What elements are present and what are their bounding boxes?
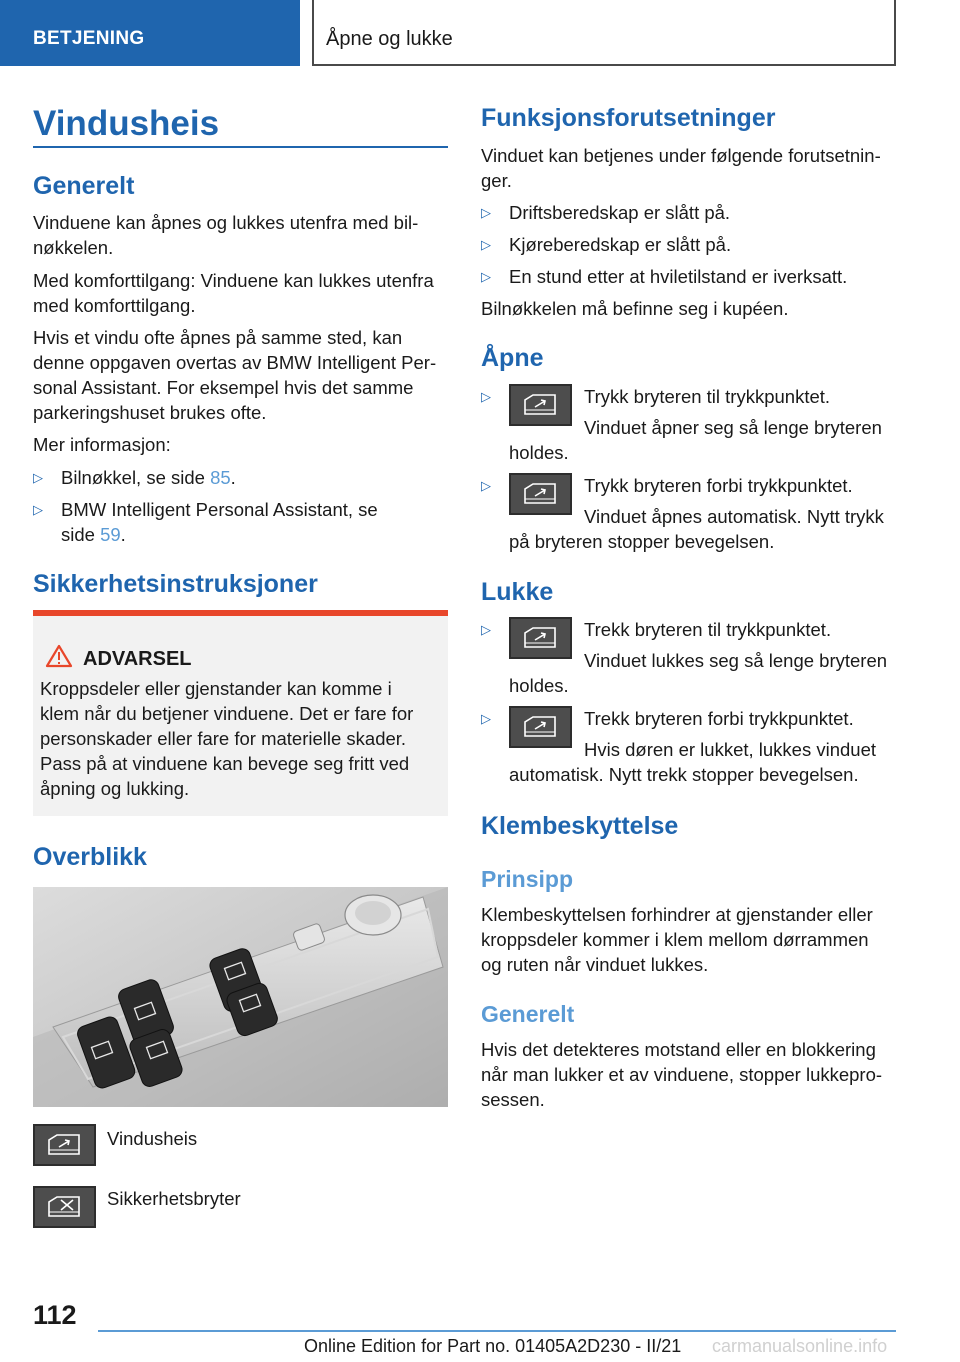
legend-sikkerhetsbryter: Sikkerhetsbryter [107,1188,241,1209]
generelt-p1a: Vinduene kan åpnes og lukkes utenfra med bil- [33,212,419,233]
section-tab [0,0,300,66]
switch-close-auto-icon [509,706,572,748]
close-i1b: Vinduet lukkes seg så lenge bryteren [584,650,888,671]
close-i2c: automatisk. Nytt trekk stopper bevegelsen. [509,764,859,785]
bullet-period: . [120,524,126,545]
triangle-bullet-icon: ▷ [481,389,491,404]
heading-pinch: Klembeskyttelse [481,812,679,840]
bullet-period: . [230,467,236,488]
section-label: BETJENING [33,28,145,49]
chapter-box [312,0,896,66]
pinch-p2b: når man lukker et av vinduene, stopper lukkepro- [481,1064,883,1085]
pinch-p2a: Hvis det detekteres motstand eller en blokkering [481,1039,876,1060]
subheading-generelt: Generelt [481,1001,575,1027]
edition-text: Online Edition for Part no. 01405A2D230 - II/21 [304,1336,682,1356]
bullet-text: side [61,524,101,545]
page-link[interactable]: 85 [210,467,231,488]
func-p1a: Vinduet kan betjenes under følgende forutsetnin- [481,145,881,166]
chapter-label: Åpne og lukke [326,28,453,50]
page-number: 112 [33,1300,77,1330]
triangle-bullet-icon: ▷ [481,622,491,637]
generelt-p2a: Med komforttilgang: Vinduene kan lukkes utenfra [33,270,434,291]
generelt-p2b: med komforttilgang. [33,295,196,316]
warning-triangle-icon [45,644,73,674]
footer-divider [98,1330,896,1332]
heading-safety: Sikkerhetsinstruksjoner [33,570,318,598]
pinch-p2c: sessen. [481,1089,545,1110]
warning-header [45,644,192,674]
window-switch-icon [33,1124,96,1166]
open-i2a: Trykk bryteren forbi trykkpunktet. [584,475,853,496]
page-link[interactable]: 59 [100,524,121,545]
switch-close-icon [509,617,572,659]
window-switch-photo [33,887,448,1107]
triangle-bullet-icon: ▷ [481,711,491,726]
more-info: Mer informasjon: [33,434,171,455]
list-item: ▷ En stund etter at hviletilstand er iverksatt. [481,266,848,287]
list-item: ▷ Driftsberedskap er slått på. [481,202,731,223]
close-i1a: Trekk bryteren til trykkpunktet. [584,619,832,640]
warning-box [33,610,448,816]
switch-open-icon [509,384,572,426]
open-i1b: Vinduet åpner seg så lenge bryteren [584,417,882,438]
heading-overview: Overblikk [33,843,147,871]
triangle-bullet-icon: ▷ [481,269,491,284]
list-item [33,465,448,490]
generelt-p3a: Hvis et vindu ofte åpnes på samme sted, kan [33,327,403,348]
func-p1b: ger. [481,170,512,191]
safety-switch-icon [33,1186,96,1228]
heading-open: Åpne [481,344,544,372]
open-i2c: på bryteren stopper bevegelsen. [509,531,775,552]
subheading-prinsipp: Prinsipp [481,866,574,892]
triangle-bullet-icon: ▷ [481,205,491,220]
pinch-p1a: Klembeskyttelsen forhindrer at gjenstander eller [481,904,873,925]
title-divider [33,146,448,148]
close-i2a: Trekk bryteren forbi trykkpunktet. [584,708,854,729]
func-p2: Bilnøkkelen må befinne seg i kupéen. [481,298,789,319]
triangle-bullet-icon: ▷ [481,478,491,493]
close-i1c: holdes. [509,675,569,696]
triangle-bullet-icon: ▷ [33,502,43,517]
legend-vindusheis: Vindusheis [107,1128,198,1149]
warning-text: Kroppsdeler eller gjenstander kan komme i klem når du betjener vinduene. Det er fare for personskader eller fare for materielle skader. Pass på at vinduene kan bevege seg fritt ved åpning og lukking. [40,678,414,799]
heading-func: Funksjonsforutsetninger [481,104,776,132]
open-i2b: Vinduet åpnes automatisk. Nytt trykk [584,506,884,527]
list-item: ▷ Kjøreberedskap er slått på. [481,234,732,255]
triangle-bullet-icon: ▷ [33,470,43,485]
triangle-bullet-icon: ▷ [481,237,491,252]
bullet-text: Bilnøkkel, se side [61,467,211,488]
generelt-p1b: nøkkelen. [33,237,114,258]
open-i1c: holdes. [509,442,569,463]
generelt-p3b: denne oppgaven overtas av BMW Intelligent Per- [33,352,437,373]
switch-open-auto-icon [509,473,572,515]
pinch-p1c: og ruten når vinduet lukkes. [481,954,709,975]
pinch-p1b: kroppsdeler kommer i klem mellom dørrammen [481,929,869,950]
generelt-p3c: sonal Assistant. For eksempel hvis det samme [33,377,414,398]
heading-close: Lukke [481,578,554,606]
watermark: carmanualsonline.info [712,1336,888,1356]
warning-label: ADVARSEL [83,648,192,670]
page-title: Vindusheis [33,104,220,143]
heading-generelt: Generelt [33,172,135,200]
bullet-text: BMW Intelligent Personal Assistant, se [61,499,378,520]
close-i2b: Hvis døren er lukket, lukkes vinduet [584,739,877,760]
generelt-p3d: parkeringshuset brukes ofte. [33,402,267,423]
open-i1a: Trykk bryteren til trykkpunktet. [584,386,831,407]
list-item [33,497,448,547]
